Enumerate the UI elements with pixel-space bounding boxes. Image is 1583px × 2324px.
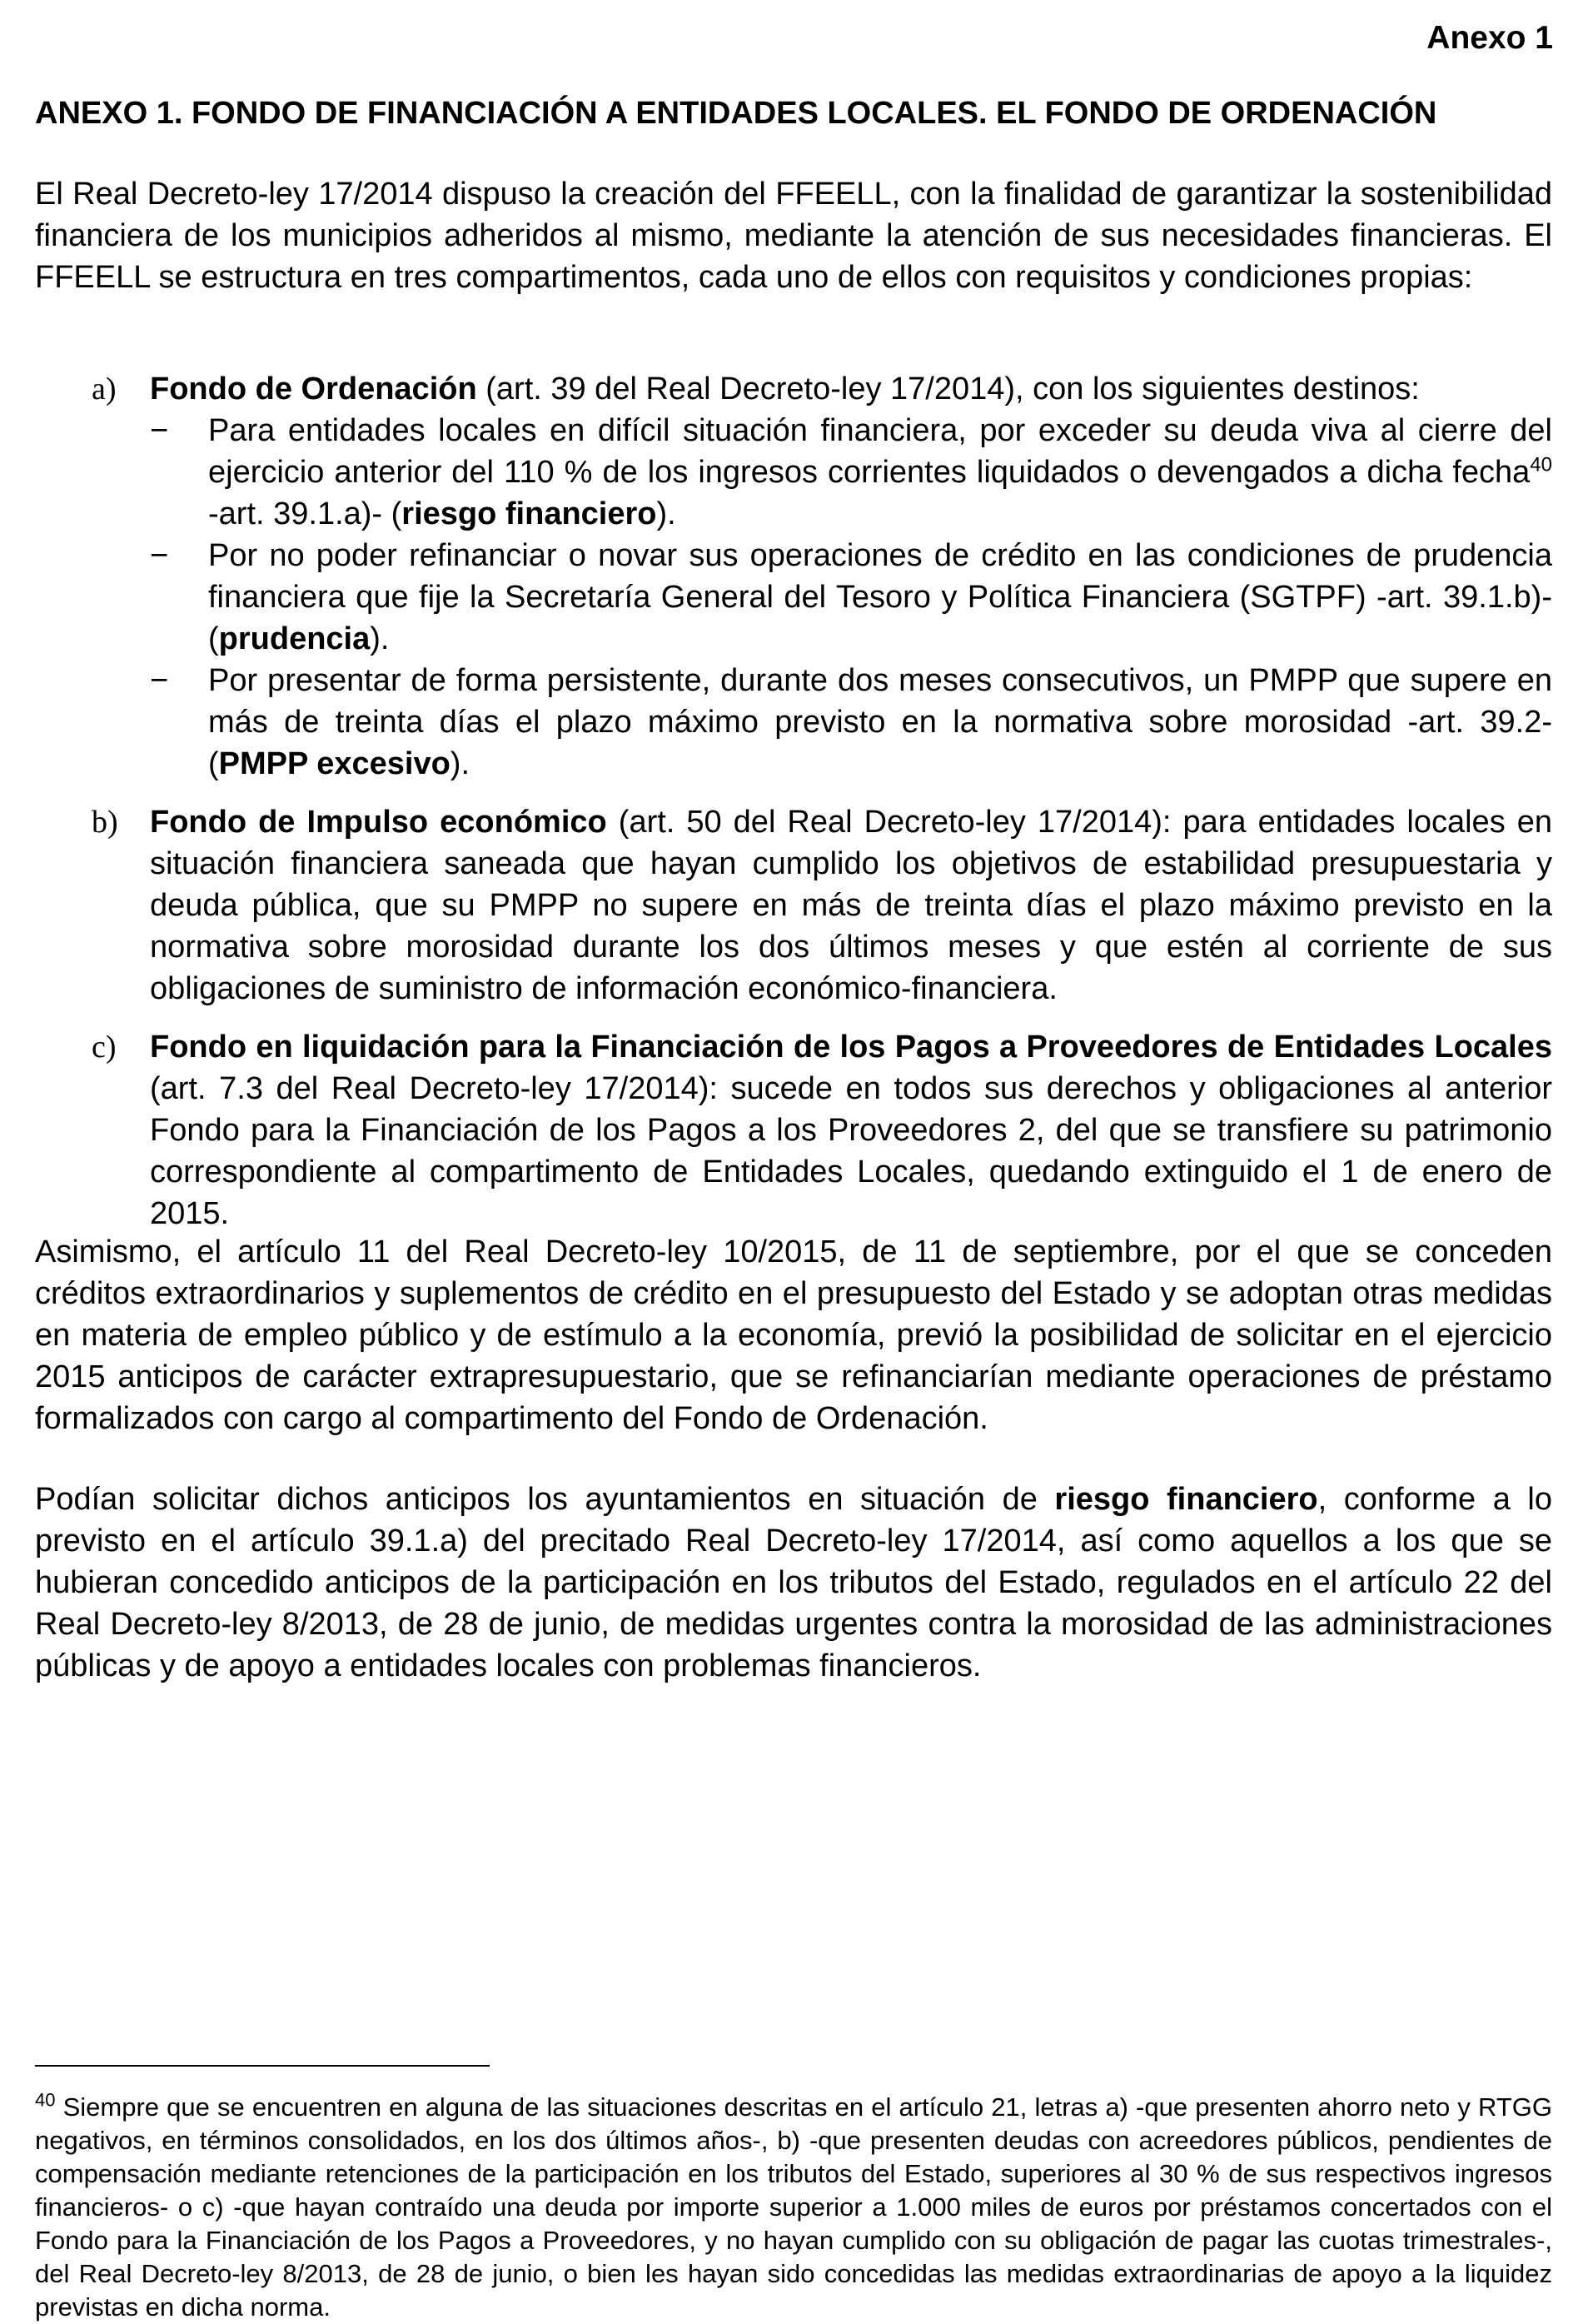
sub-item-text: -art. 39.1.a)- (	[208, 496, 402, 531]
destinations-list	[150, 410, 1552, 785]
sub-item-text: Para entidades locales en difícil situación financiera, por exceder su deuda viva al cierre del ejercicio anterior del 110 % de los ingresos corrientes liquidados o devengados a dicha fecha	[208, 413, 1552, 490]
item-description: (art. 39 del Real Decreto-ley 17/2014), con los siguientes destinos:	[476, 372, 1420, 406]
item-bold-term: Fondo de Ordenación	[150, 372, 477, 406]
item-bold-term: Fondo de Impulso económico	[150, 805, 607, 840]
item-bold-term: Fondo en liquidación para la Financiación de los Pagos a Proveedores de Entidades Locales	[150, 1030, 1552, 1065]
item-text	[150, 368, 1552, 410]
page-title: ANEXO 1. FONDO DE FINANCIACIÓN A ENTIDADES LOCALES. EL FONDO DE ORDENACIÓN	[35, 96, 1437, 131]
sub-item-bold: riesgo financiero	[401, 496, 657, 531]
sub-item-text: Por no poder refinanciar o novar sus operaciones de crédito en las condiciones de prudencia financiera que fije la Secretaría General del Tesoro y Política Financiera (SGTPF) -art. 39.1.b)- (	[208, 538, 1552, 656]
footnote	[35, 2091, 1552, 2324]
dash-bullet: −	[150, 538, 169, 573]
item-description: (art. 50 del Real Decreto-ley 17/2014): para entidades locales en situación financiera saneada que hayan cumplido los objetivos de estabilidad presupuestaria y deuda pública, que su PMPP no supere en más de treinta días el plazo máximo previsto en la normativa sobre morosidad durante los dos últimos meses y que estén al corriente de sus obligaciones de suministro de información económico-financiera.	[150, 805, 1552, 1006]
sub-item-bold: PMPP excesivo	[218, 746, 451, 781]
list-marker: a)	[92, 372, 117, 406]
paragraph-solicitantes	[35, 1479, 1552, 1687]
footnote-text: Siempre que se encuentren en alguna de las situaciones descritas en el artículo 21, letras a) -que presenten ahorro neto y RTGG negativos, en términos consolidados, en los dos últimos años-, b) -que presenten deudas con acreedores públicos, pendientes de compensación mediante retenciones de la participación en los tributos del Estado, superiores al 30 % de sus respectivos ingresos financieros- o c) -que hayan contraído una deuda por importe superior a 1.000 miles de euros por préstamos concertados con el Fondo para la Financiación de los Pagos a Proveedores, y no hayan cumplido con su obligación de pagar las cuotas trimestrales-, del Real Decreto-ley 8/2013, de 28 de junio, o bien les hayan sido concedidas las medidas extraordinarias de apoyo a la liquidez previstas en dicha norma.	[35, 2092, 1552, 2322]
intro-paragraph: El Real Decreto-ley 17/2014 dispuso la creación del FFEELL, con la finalidad de garantizar la sostenibilidad financiera de los municipios adheridos al mismo, mediante la atención de sus necesidades financieras. El FFEELL se estructura en tres compartimentos, cada uno de ellos con requisitos y condiciones propias:	[35, 177, 1552, 295]
list-marker: b)	[92, 805, 118, 840]
footnote-reference[interactable]: 40	[1530, 453, 1552, 476]
compartments-list	[35, 368, 1552, 1234]
list-marker: c)	[92, 1030, 117, 1065]
item-description: (art. 7.3 del Real Decreto-ley 17/2014): sucede en todos sus derechos y obligaciones al anterior Fondo para la Financiación de los Pagos a los Proveedores 2, del que se transfiere su patrimonio correspondiente al compartimento de Entidades Locales, quedando extinguido el 1 de enero de 2015.	[150, 1071, 1552, 1231]
sub-item-text: ).	[370, 621, 390, 656]
paragraph-anticipos: Asimismo, el artículo 11 del Real Decreto-ley 10/2015, de 11 de septiembre, por el que se conceden créditos extraordinarios y suplementos de crédito en el presupuesto del Estado y se adoptan otras medidas en materia de empleo público y de estímulo a la economía, previó la posibilidad de solicitar en el ejercicio 2015 anticipos de carácter extrapresupuestario, que se refinanciarían mediante operaciones de préstamo formalizados con cargo al compartimento del Fondo de Ordenación.	[35, 1234, 1552, 1436]
item-text	[150, 1026, 1552, 1234]
sub-item-text: Por presentar de forma persistente, durante dos meses consecutivos, un PMPP que supere en más de treinta días el plazo máximo previsto en la normativa sobre morosidad -art. 39.2- (	[208, 663, 1552, 781]
sub-item	[150, 660, 1552, 785]
sub-item	[150, 535, 1552, 660]
sub-item-text: ).	[450, 746, 470, 781]
list-item-c	[35, 1026, 1552, 1234]
sub-item-text: ).	[656, 496, 676, 531]
dash-bullet: −	[150, 413, 169, 448]
sub-item-bold: prudencia	[218, 621, 371, 656]
list-item-a	[35, 368, 1552, 785]
paragraph-text: , conforme a lo previsto en el artículo 39.1.a) del precitado Real Decreto-ley 17/2014, así como aquellos a los que se hubieran concedido anticipos de la participación en los tributos del Estado, regulados en el artículo 22 del Real Decreto-ley 8/2013, de 28 de junio, de medidas urgentes contra la morosidad de las administraciones públicas y de apoyo a entidades locales con problemas financieros.	[35, 1482, 1552, 1683]
paragraph-bold: riesgo financiero	[1054, 1482, 1318, 1517]
dash-bullet: −	[150, 663, 169, 698]
footnote-number: 40	[35, 2089, 56, 2111]
footnote-divider	[35, 2065, 490, 2067]
annex-label: Anexo 1	[1426, 20, 1553, 56]
sub-item	[150, 410, 1552, 535]
paragraph-text: Podían solicitar dichos anticipos los ayuntamientos en situación de	[35, 1482, 1055, 1517]
list-item-b	[35, 801, 1552, 1010]
item-text	[150, 801, 1552, 1010]
